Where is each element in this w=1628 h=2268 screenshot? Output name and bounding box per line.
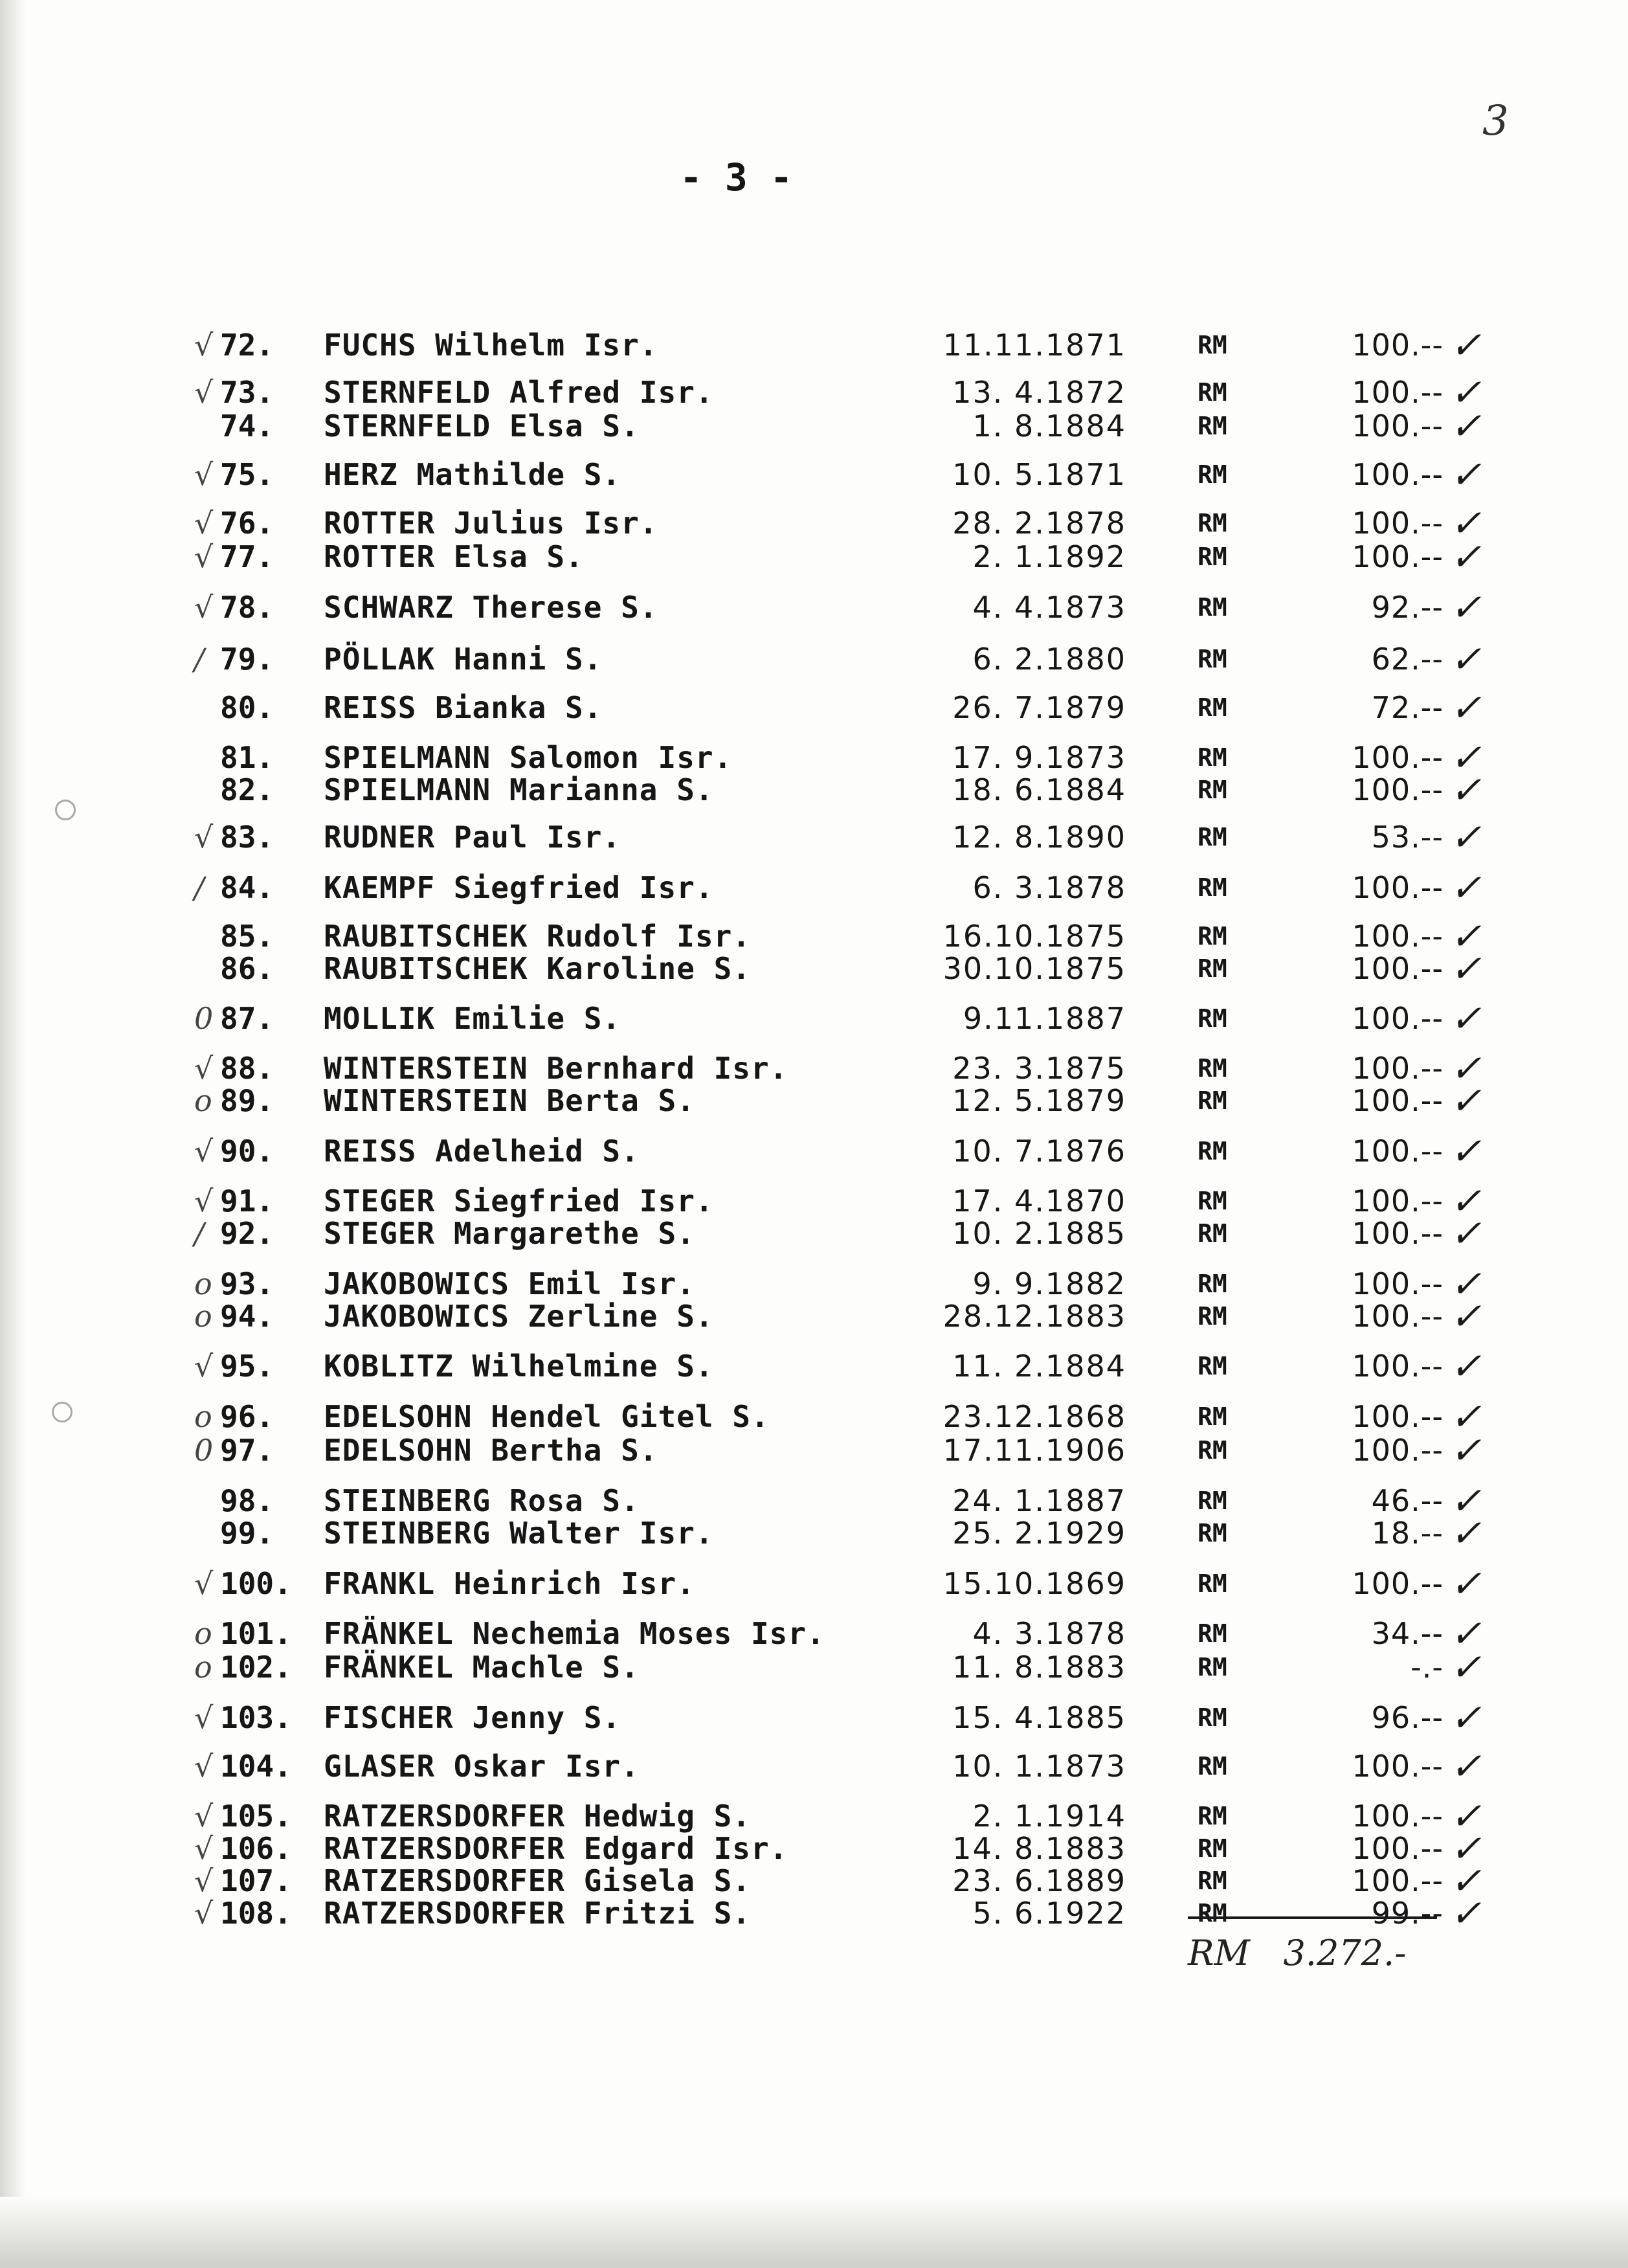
tick-mark: √ [194, 1184, 214, 1218]
tick-mark: 0 [194, 1433, 214, 1468]
amount-value: 53.-- [1371, 820, 1444, 855]
ledger-row [0, 1428, 1628, 1472]
person-name: REISS Bianka S. [324, 690, 603, 725]
birth-date: 11. 8.1883 [952, 1650, 1126, 1685]
birth-date: 28.12.1883 [942, 1299, 1126, 1334]
tick-mark: √ [194, 1566, 214, 1601]
ledger-row [0, 1891, 1628, 1935]
currency-label: RM [1198, 1752, 1227, 1780]
ledger-row [0, 1395, 1628, 1439]
person-name: WINTERSTEIN Berta S. [324, 1083, 695, 1118]
ledger-row [0, 1859, 1628, 1903]
ledger-row [0, 1611, 1628, 1656]
birth-date: 6. 3.1878 [972, 870, 1126, 905]
entry-number: 105. [220, 1799, 292, 1834]
page-number: - 3 - [680, 155, 793, 199]
amount-value: -.- [1411, 1650, 1444, 1685]
check-mark: ✓ [1450, 501, 1482, 545]
amount-value: 72.-- [1371, 690, 1444, 725]
currency-label: RM [1198, 1270, 1227, 1298]
entry-number: 89. [220, 1083, 274, 1118]
birth-date: 14. 8.1883 [952, 1831, 1126, 1866]
ledger-row [0, 1262, 1628, 1306]
birth-date: 17. 9.1873 [952, 740, 1126, 775]
currency-label: RM [1198, 1436, 1227, 1465]
amount-value: 96.-- [1371, 1700, 1444, 1735]
entry-number: 98. [220, 1483, 274, 1518]
tick-mark: √ [194, 1749, 214, 1784]
entry-number: 94. [220, 1299, 274, 1334]
ledger-row [0, 1511, 1628, 1555]
birth-date: 23. 3.1875 [952, 1051, 1126, 1086]
amount-value: 100.-- [1352, 328, 1444, 363]
person-name: MOLLIK Emilie S. [324, 1001, 621, 1036]
entry-number: 104. [220, 1749, 292, 1784]
check-mark: ✓ [1450, 1611, 1482, 1656]
amount-value: 100.-- [1352, 1399, 1444, 1434]
ledger-row [0, 735, 1628, 780]
ledger-row [0, 1826, 1628, 1870]
ledger-row [0, 866, 1628, 910]
check-mark: ✓ [1450, 815, 1482, 859]
entry-number: 100. [220, 1566, 292, 1601]
currency-label: RM [1198, 1619, 1227, 1648]
tick-mark: 0 [194, 1001, 214, 1036]
entry-number: 99. [220, 1516, 274, 1551]
entry-number: 80. [220, 690, 274, 725]
person-name: EDELSOHN Hendel Gitel S. [324, 1399, 770, 1434]
ledger-row [0, 1645, 1628, 1689]
ledger-row [0, 453, 1628, 497]
entry-number: 85. [220, 919, 274, 954]
tick-mark: √ [194, 1349, 214, 1384]
check-mark: ✓ [1450, 370, 1482, 414]
currency-label: RM [1198, 776, 1227, 804]
tick-mark: o [194, 1650, 212, 1685]
birth-date: 23. 6.1889 [952, 1863, 1126, 1898]
birth-date: 28. 2.1878 [952, 506, 1126, 541]
ledger-row [0, 1562, 1628, 1606]
entry-number: 107. [220, 1863, 292, 1898]
tick-mark: √ [194, 1051, 214, 1086]
birth-date: 9.11.1887 [963, 1001, 1126, 1036]
entry-number: 96. [220, 1399, 274, 1434]
birth-date: 25. 2.1929 [952, 1516, 1126, 1551]
person-name: RATZERSDORFER Fritzi S. [324, 1896, 751, 1931]
person-name: JAKOBOWICS Zerline S. [324, 1299, 714, 1334]
person-name: FRÄNKEL Machle S. [324, 1650, 640, 1685]
birth-date: 12. 8.1890 [952, 820, 1126, 855]
check-mark: ✓ [1450, 996, 1482, 1040]
entry-number: 76. [220, 506, 274, 541]
amount-value: 100.-- [1352, 772, 1444, 807]
entry-number: 79. [220, 642, 274, 677]
person-name: STEGER Margarethe S. [324, 1216, 695, 1251]
birth-date: 18. 6.1884 [952, 772, 1126, 807]
person-name: KAEMPF Siegfried Isr. [324, 870, 714, 905]
tick-mark: √ [194, 1799, 214, 1834]
entry-number: 97. [220, 1433, 274, 1468]
amount-value: 100.-- [1352, 1216, 1444, 1251]
currency-label: RM [1198, 873, 1227, 902]
amount-value: 100.-- [1352, 1799, 1444, 1834]
check-mark: ✓ [1450, 1395, 1482, 1439]
currency-label: RM [1198, 1519, 1227, 1547]
check-mark: ✓ [1450, 1511, 1482, 1555]
currency-label: RM [1198, 954, 1227, 983]
entry-number: 87. [220, 1001, 274, 1036]
person-name: RATZERSDORFER Edgard Isr. [324, 1831, 788, 1866]
birth-date: 5. 6.1922 [972, 1896, 1126, 1931]
currency-label: RM [1198, 1802, 1227, 1830]
ledger-row [0, 815, 1628, 859]
person-name: WINTERSTEIN Bernhard Isr. [324, 1051, 788, 1086]
tick-mark: / [194, 642, 205, 677]
entry-number: 83. [220, 820, 274, 855]
amount-value: 34.-- [1371, 1616, 1444, 1651]
tick-mark: √ [194, 1863, 214, 1898]
check-mark: ✓ [1450, 535, 1482, 579]
check-mark: ✓ [1450, 1046, 1482, 1090]
entry-number: 72. [220, 328, 274, 363]
person-name: ROTTER Elsa S. [324, 539, 584, 574]
check-mark: ✓ [1450, 637, 1482, 681]
amount-value: 99.-- [1371, 1896, 1444, 1931]
currency-label: RM [1198, 743, 1227, 772]
tick-mark: √ [194, 590, 214, 625]
ledger-row [0, 768, 1628, 812]
person-name: FISCHER Jenny S. [324, 1700, 621, 1735]
currency-label: RM [1198, 1054, 1227, 1083]
tick-mark: / [194, 1216, 205, 1251]
birth-date: 24. 1.1887 [952, 1483, 1126, 1518]
currency-label: RM [1198, 1302, 1227, 1330]
amount-value: 100.-- [1352, 1299, 1444, 1334]
tick-mark: √ [194, 1134, 214, 1169]
ledger-row [0, 1294, 1628, 1338]
tick-mark: √ [194, 539, 214, 574]
amount-value: 100.-- [1352, 539, 1444, 574]
person-name: RAUBITSCHEK Karoline S. [324, 951, 751, 986]
amount-value: 100.-- [1352, 375, 1444, 410]
handwritten-page-number: 3 [1482, 97, 1509, 145]
person-name: SPIELMANN Salomon Isr. [324, 740, 733, 775]
entry-number: 101. [220, 1616, 292, 1651]
entry-number: 106. [220, 1831, 292, 1866]
birth-date: 10. 7.1876 [952, 1134, 1126, 1169]
birth-date: 6. 2.1880 [972, 642, 1126, 677]
currency-label: RM [1198, 593, 1227, 622]
person-name: ROTTER Julius Isr. [324, 506, 658, 541]
check-mark: ✓ [1450, 1479, 1482, 1523]
check-mark: ✓ [1450, 947, 1482, 991]
amount-value: 100.-- [1352, 870, 1444, 905]
birth-date: 10. 1.1873 [952, 1749, 1126, 1784]
ledger-row [0, 1046, 1628, 1090]
tick-mark: √ [194, 820, 214, 855]
currency-label: RM [1198, 1004, 1227, 1033]
handwritten-total: RM 3.272.- [1188, 1933, 1407, 1973]
ledger-row [0, 1129, 1628, 1173]
check-mark: ✓ [1450, 1262, 1482, 1306]
check-mark: ✓ [1450, 1129, 1482, 1173]
birth-date: 12. 5.1879 [952, 1083, 1126, 1118]
person-name: KOBLITZ Wilhelmine S. [324, 1349, 714, 1384]
entry-number: 84. [220, 870, 274, 905]
currency-label: RM [1198, 1137, 1227, 1165]
check-mark: ✓ [1450, 1859, 1482, 1903]
amount-value: 100.-- [1352, 1184, 1444, 1218]
ledger-row [0, 323, 1628, 367]
amount-value: 46.-- [1371, 1483, 1444, 1518]
person-name: RATZERSDORFER Hedwig S. [324, 1799, 751, 1834]
currency-label: RM [1198, 1569, 1227, 1598]
check-mark: ✓ [1450, 1696, 1482, 1740]
entry-number: 81. [220, 740, 274, 775]
amount-value: 100.-- [1352, 1266, 1444, 1301]
tick-mark: o [194, 1083, 212, 1118]
birth-date: 16.10.1875 [942, 919, 1126, 954]
amount-value: 100.-- [1352, 1749, 1444, 1784]
entry-number: 74. [220, 409, 274, 443]
amount-value: 100.-- [1352, 740, 1444, 775]
check-mark: ✓ [1450, 585, 1482, 629]
person-name: SPIELMANN Marianna S. [324, 772, 714, 807]
currency-label: RM [1198, 412, 1227, 440]
person-name: REISS Adelheid S. [324, 1134, 640, 1169]
amount-value: 100.-- [1352, 1134, 1444, 1169]
birth-date: 4. 4.1873 [972, 590, 1126, 625]
ledger-row [0, 996, 1628, 1040]
ledger-row [0, 1344, 1628, 1388]
check-mark: ✓ [1450, 1344, 1482, 1388]
person-name: EDELSOHN Bertha S. [324, 1433, 658, 1468]
currency-label: RM [1198, 543, 1227, 571]
ledger-row [0, 1744, 1628, 1788]
currency-label: RM [1198, 1187, 1227, 1215]
tick-mark: o [194, 1266, 212, 1301]
check-mark: ✓ [1450, 1826, 1482, 1870]
amount-value: 100.-- [1352, 1863, 1444, 1898]
ledger-row [0, 686, 1628, 730]
birth-date: 4. 3.1878 [972, 1616, 1126, 1651]
tick-mark: √ [194, 375, 214, 410]
check-mark: ✓ [1450, 1744, 1482, 1788]
currency-label: RM [1198, 1219, 1227, 1248]
ledger-row [0, 1696, 1628, 1740]
ledger-row [0, 404, 1628, 448]
entry-number: 86. [220, 951, 274, 986]
amount-value: 100.-- [1352, 1051, 1444, 1086]
check-mark: ✓ [1450, 1428, 1482, 1472]
ledger-row [0, 535, 1628, 579]
entry-number: 103. [220, 1700, 292, 1735]
birth-date: 2. 1.1892 [972, 539, 1126, 574]
tick-mark: / [194, 870, 205, 905]
currency-label: RM [1198, 1487, 1227, 1515]
entry-number: 78. [220, 590, 274, 625]
check-mark: ✓ [1450, 404, 1482, 448]
ledger-row [0, 1179, 1628, 1223]
check-mark: ✓ [1450, 1794, 1482, 1838]
check-mark: ✓ [1450, 323, 1482, 367]
tick-mark: √ [194, 457, 214, 492]
entry-number: 90. [220, 1134, 274, 1169]
check-mark: ✓ [1450, 1294, 1482, 1338]
tick-mark: √ [194, 328, 214, 363]
currency-label: RM [1198, 693, 1227, 722]
currency-label: RM [1198, 1899, 1227, 1927]
check-mark: ✓ [1450, 1211, 1482, 1255]
amount-value: 100.-- [1352, 506, 1444, 541]
birth-date: 11.11.1871 [942, 328, 1126, 363]
tick-mark: o [194, 1399, 212, 1434]
currency-label: RM [1198, 1834, 1227, 1863]
currency-label: RM [1198, 645, 1227, 673]
currency-label: RM [1198, 922, 1227, 950]
birth-date: 17. 4.1870 [952, 1184, 1126, 1218]
check-mark: ✓ [1450, 735, 1482, 780]
amount-value: 100.-- [1352, 1349, 1444, 1384]
check-mark: ✓ [1450, 1179, 1482, 1223]
person-name: FUCHS Wilhelm Isr. [324, 328, 658, 363]
currency-label: RM [1198, 378, 1227, 407]
amount-value: 62.-- [1371, 642, 1444, 677]
birth-date: 17.11.1906 [942, 1433, 1126, 1468]
currency-label: RM [1198, 509, 1227, 537]
tick-mark: √ [194, 1896, 214, 1931]
person-name: FRÄNKEL Nechemia Moses Isr. [324, 1616, 825, 1651]
person-name: STEGER Siegfried Isr. [324, 1184, 714, 1218]
currency-label: RM [1198, 460, 1227, 489]
tick-mark: √ [194, 506, 214, 541]
entry-number: 108. [220, 1896, 292, 1931]
ledger-row [0, 637, 1628, 681]
entry-number: 73. [220, 375, 274, 410]
amount-value: 100.-- [1352, 1433, 1444, 1468]
check-mark: ✓ [1450, 1645, 1482, 1689]
amount-value: 18.-- [1371, 1516, 1444, 1551]
amount-value: 100.-- [1352, 1831, 1444, 1866]
tick-mark: o [194, 1616, 212, 1651]
ledger-row [0, 1079, 1628, 1123]
currency-label: RM [1198, 1086, 1227, 1115]
ledger-row [0, 947, 1628, 991]
currency-label: RM [1198, 1703, 1227, 1732]
entry-number: 75. [220, 457, 274, 492]
person-name: RUDNER Paul Isr. [324, 820, 621, 855]
person-name: RATZERSDORFER Gisela S. [324, 1863, 751, 1898]
amount-value: 92.-- [1371, 590, 1444, 625]
person-name: STEINBERG Walter Isr. [324, 1516, 714, 1551]
currency-label: RM [1198, 1352, 1227, 1380]
birth-date: 9. 9.1882 [972, 1266, 1126, 1301]
amount-value: 100.-- [1352, 1083, 1444, 1118]
currency-label: RM [1198, 1402, 1227, 1431]
person-name: HERZ Mathilde S. [324, 457, 621, 492]
tick-mark: √ [194, 1700, 214, 1735]
currency-label: RM [1198, 823, 1227, 851]
check-mark: ✓ [1450, 768, 1482, 812]
total-rule [1188, 1916, 1437, 1919]
birth-date: 11. 2.1884 [952, 1349, 1126, 1384]
birth-date: 26. 7.1879 [952, 690, 1126, 725]
birth-date: 10. 2.1885 [952, 1216, 1126, 1251]
person-name: STEINBERG Rosa S. [324, 1483, 640, 1518]
birth-date: 23.12.1868 [942, 1399, 1126, 1434]
ledger-row [0, 1479, 1628, 1523]
birth-date: 2. 1.1914 [972, 1799, 1126, 1834]
birth-date: 1. 8.1884 [972, 409, 1126, 443]
check-mark: ✓ [1450, 686, 1482, 730]
entry-number: 88. [220, 1051, 274, 1086]
amount-value: 100.-- [1352, 951, 1444, 986]
currency-label: RM [1198, 331, 1227, 359]
currency-label: RM [1198, 1867, 1227, 1895]
amount-value: 100.-- [1352, 457, 1444, 492]
ledger-row [0, 501, 1628, 545]
birth-date: 13. 4.1872 [952, 375, 1126, 410]
check-mark: ✓ [1450, 866, 1482, 910]
check-mark: ✓ [1450, 453, 1482, 497]
entry-number: 92. [220, 1216, 274, 1251]
person-name: FRANKL Heinrich Isr. [324, 1566, 695, 1601]
person-name: STERNFELD Elsa S. [324, 409, 640, 443]
check-mark: ✓ [1450, 1079, 1482, 1123]
amount-value: 100.-- [1352, 1566, 1444, 1601]
tick-mark: o [194, 1299, 212, 1334]
birth-date: 10. 5.1871 [952, 457, 1126, 492]
ledger-row [0, 1794, 1628, 1838]
tick-mark: √ [194, 1831, 214, 1866]
ledger-row [0, 370, 1628, 414]
entry-number: 95. [220, 1349, 274, 1384]
check-mark: ✓ [1450, 1562, 1482, 1606]
entry-number: 93. [220, 1266, 274, 1301]
currency-label: RM [1198, 1653, 1227, 1681]
person-name: GLASER Oskar Isr. [324, 1749, 640, 1784]
ledger-row [0, 585, 1628, 629]
entry-number: 82. [220, 772, 274, 807]
person-name: RAUBITSCHEK Rudolf Isr. [324, 919, 751, 954]
person-name: SCHWARZ Therese S. [324, 590, 658, 625]
amount-value: 100.-- [1352, 1001, 1444, 1036]
ledger-row [0, 914, 1628, 958]
birth-date: 15.10.1869 [942, 1566, 1126, 1601]
entry-number: 102. [220, 1650, 292, 1685]
entry-number: 77. [220, 539, 274, 574]
check-mark: ✓ [1450, 914, 1482, 958]
entry-number: 91. [220, 1184, 274, 1218]
amount-value: 100.-- [1352, 409, 1444, 443]
birth-date: 30.10.1875 [942, 951, 1126, 986]
person-name: PÖLLAK Hanni S. [324, 642, 603, 677]
birth-date: 15. 4.1885 [952, 1700, 1126, 1735]
ledger-row [0, 1211, 1628, 1255]
person-name: STERNFELD Alfred Isr. [324, 375, 714, 410]
person-name: JAKOBOWICS Emil Isr. [324, 1266, 695, 1301]
check-mark: ✓ [1450, 1891, 1482, 1935]
amount-value: 100.-- [1352, 919, 1444, 954]
